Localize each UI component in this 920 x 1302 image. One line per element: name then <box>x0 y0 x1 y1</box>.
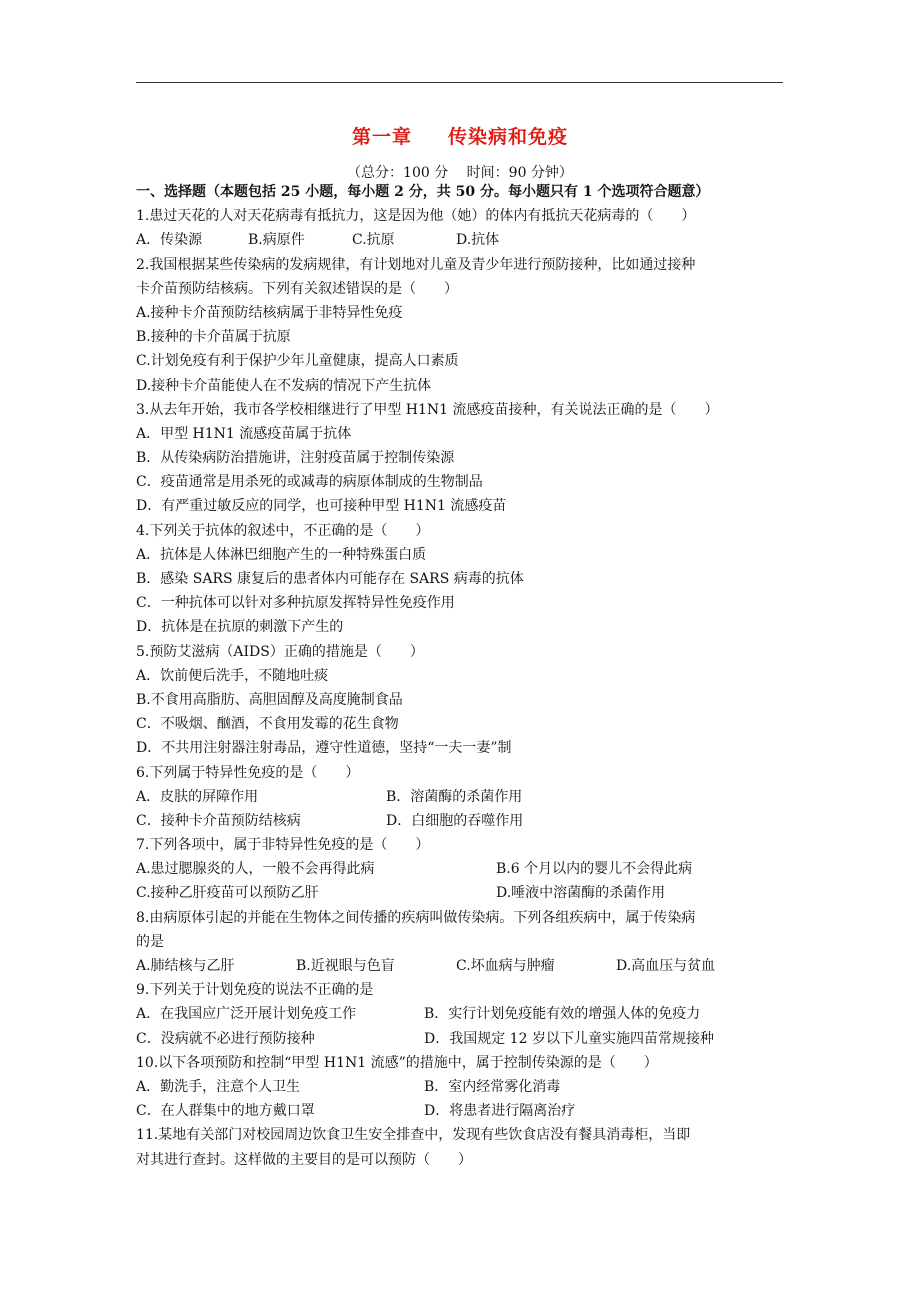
question-stem: 8.由病原体引起的并能在生物体之间传播的疾病叫做传染病。下列各组疾病中，属于传染病 <box>136 909 696 926</box>
option-a: A．饮前便后洗手，不随地吐痰 <box>136 667 329 684</box>
option-d: D．不共用注射器注射毒品，遵守性道德，坚持“一夫一妻”制 <box>136 740 512 757</box>
option-a: A.肺结核与乙肝 <box>136 958 235 974</box>
option-d: D.抗体 <box>456 232 500 249</box>
option-c: C．在人群集中的地方戴口罩 <box>136 1103 315 1120</box>
exam-info: （总分：100 分 时间：90 分钟） <box>347 165 573 181</box>
question-stem: 11.某地有关部门对校园周边饮食卫生安全排查中，发现有些饮食店没有餐具消毒柜，当即 <box>136 1127 691 1144</box>
option-row <box>136 785 796 809</box>
option-c: C．接种卡介苗预防结核病 <box>136 812 301 829</box>
option-b: B.接种的卡介苗属于抗原 <box>136 329 291 346</box>
option-c: C.抗原 <box>352 232 395 249</box>
option-c: C.坏血病与肿瘤 <box>456 958 555 974</box>
option-a: A．甲型 H1N1 流感疫苗属于抗体 <box>136 425 352 442</box>
option-a: A．抗体是人体淋巴细胞产生的一种特殊蛋白质 <box>136 546 427 563</box>
question-stem: 7.下列各项中，属于非特异性免疫的是（ ） <box>136 837 430 854</box>
option-a: A．在我国应广泛开展计划免疫工作 <box>136 1006 357 1023</box>
chapter-number: 第一章 <box>351 126 412 148</box>
option-row <box>136 881 796 905</box>
option-b: B.6 个月以内的婴儿不会得此病 <box>496 861 693 878</box>
option-b: B.病原件 <box>248 232 305 249</box>
option-row <box>136 1002 796 1026</box>
option-a: A．传染源 <box>136 232 203 249</box>
option-d: D．将患者进行隔离治疗 <box>424 1103 576 1120</box>
option-b: B．从传染病防治措施讲，注射疫苗属于控制传染源 <box>136 450 455 467</box>
header-rule <box>136 82 783 83</box>
option-d: D．抗体是在抗原的刺激下产生的 <box>136 619 344 636</box>
section-header: 一、选择题（本题包括 25 小题，每小题 2 分，共 50 分。每小题只有 1 个选项符合题意） <box>136 184 710 200</box>
option-row <box>136 954 796 978</box>
option-row <box>136 1075 796 1099</box>
question-stem: 3.从去年开始，我市各学校相继进行了甲型 H1N1 流感疫苗接种，有关说法正确的是（ ） <box>136 401 719 418</box>
option-b: B．溶菌酶的杀菌作用 <box>386 788 523 805</box>
option-d: D．我国规定 12 岁以下儿童实施四苗常规接种 <box>424 1030 714 1047</box>
option-c: C．疫苗通常是用杀死的或减毒的病原体制成的生物制品 <box>136 474 483 491</box>
option-row <box>136 228 796 252</box>
option-b: B．感染 SARS 康复后的患者体内可能存在 SARS 病毒的抗体 <box>136 571 524 587</box>
question-stem-cont: 对其进行查封。这样做的主要目的是可以预防（ ） <box>136 1151 472 1168</box>
option-a: A.患过腮腺炎的人，一般不会再得此病 <box>136 861 375 878</box>
option-d: D．白细胞的吞噬作用 <box>386 812 524 829</box>
question-stem: 4.下列关于抗体的叙述中，不正确的是（ ） <box>136 522 430 539</box>
question-stem: 6.下列属于特异性免疫的是（ ） <box>136 764 360 781</box>
question-stem-cont: 的是 <box>136 933 164 950</box>
option-b: B．实行计划免疫能有效的增强人体的免疫力 <box>424 1006 701 1023</box>
option-d: D.唾液中溶菌酶的杀菌作用 <box>496 885 666 902</box>
question-stem-cont: 卡介苗预防结核病。下列有关叙述错误的是（ ） <box>136 280 458 297</box>
option-c: C.计划免疫有利于保护少年儿童健康，提高人口素质 <box>136 353 459 370</box>
question-stem: 2.我国根据某些传染病的发病规律，有计划地对儿童及青少年进行预防接种，比如通过接种 <box>136 256 696 273</box>
question-stem: 10.以下各项预防和控制“甲型 H1N1 流感”的措施中，属于控制传染源的是（ ） <box>136 1054 658 1071</box>
question-list <box>136 180 796 1172</box>
option-d: D．有严重过敏反应的同学，也可接种甲型 H1N1 流感疫苗 <box>136 498 507 515</box>
option-row <box>136 1099 796 1123</box>
option-d: D.接种卡介苗能使人在不发病的情况下产生抗体 <box>136 377 432 394</box>
option-c: C．不吸烟、酗酒，不食用发霉的花生食物 <box>136 716 399 733</box>
chapter-name: 传染病和免疫 <box>448 126 569 148</box>
option-b: B．室内经常雾化消毒 <box>424 1078 561 1095</box>
page-title <box>0 122 920 149</box>
option-c: C．没病就不必进行预防接种 <box>136 1030 315 1047</box>
option-b: B.近视眼与色盲 <box>296 958 395 974</box>
option-row <box>136 857 796 881</box>
question-stem: 9.下列关于计划免疫的说法不正确的是 <box>136 982 374 999</box>
option-a: A.接种卡介苗预防结核病属于非特异性免疫 <box>136 304 403 321</box>
question-stem: 1.患过天花的人对天花病毒有抵抗力，这是因为他（她）的体内有抵抗天花病毒的（ ） <box>136 208 696 225</box>
option-row <box>136 1027 796 1051</box>
option-a: A．勤洗手，注意个人卫生 <box>136 1078 301 1095</box>
option-c: C．一种抗体可以针对多种抗原发挥特异性免疫作用 <box>136 595 455 612</box>
option-a: A．皮肤的屏障作用 <box>136 788 259 805</box>
option-row <box>136 809 796 833</box>
option-c: C.接种乙肝疫苗可以预防乙肝 <box>136 885 319 902</box>
option-d: D.高血压与贫血 <box>616 958 716 974</box>
option-b: B.不食用高脂肪、高胆固醇及高度腌制食品 <box>136 691 403 708</box>
question-stem: 5.预防艾滋病（AIDS）正确的措施是（ ） <box>136 643 424 660</box>
